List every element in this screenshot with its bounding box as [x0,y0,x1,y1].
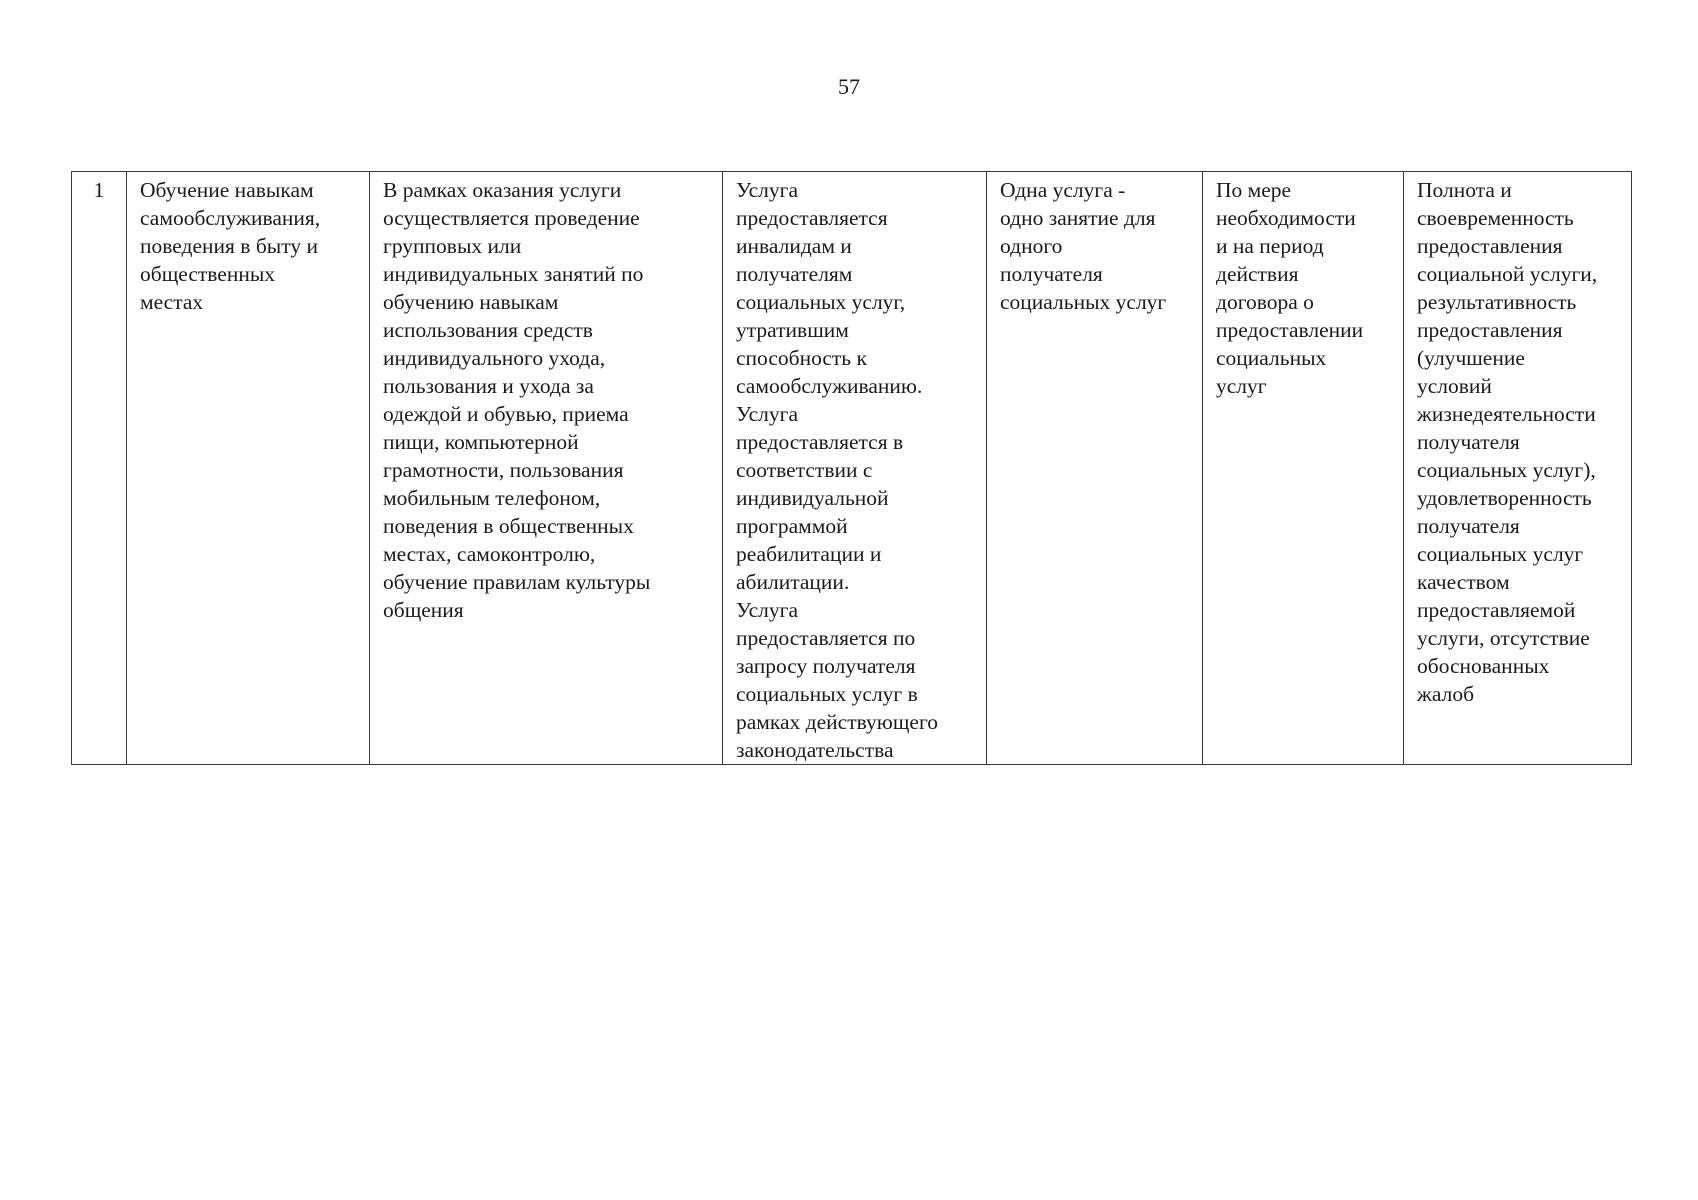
page-number: 57 [838,74,860,99]
service-quality-cell: Полнота и своевременность предоставления социальной услуги, результативность предоставления (улучшение условий жизнедеятельности получателя социальных услуг), удовлетворенность получателя социальных услуг качеством предоставляемой услуги, отсутствие обоснованных жалоб [1404,172,1632,765]
service-description-cell: В рамках оказания услуги осуществляется проведение групповых или индивидуальных занятий по обучению навыкам использования средств индивидуального ухода, пользования и ухода за одеждой и обувью, приема пищи, компьютерной грамотности, пользования мобильным телефоном, поведения в общественных местах, самоконтролю, обучение правилам культуры общения [370,172,723,765]
row-number-cell: 1 [72,172,127,765]
service-table [71,171,1632,765]
service-term-cell: По мере необходимости и на период действия договора о предоставлении социальных услуг [1203,172,1404,765]
service-name-cell: Обучение навыкам самообслуживания, поведения в быту и общественных местах [127,172,370,765]
table-row [72,172,1632,765]
service-unit-cell: Одна услуга - одно занятие для одного получателя социальных услуг [987,172,1203,765]
service-conditions-cell: Услуга предоставляется инвалидам и получателям социальных услуг, утратившим способность к самообслуживанию. Услуга предоставляется в соответствии с индивидуальной программой реабилитации и абилитации. Услуга предоставляется по запросу получателя социальных услуг в рамках действующего законодательства [723,172,987,765]
